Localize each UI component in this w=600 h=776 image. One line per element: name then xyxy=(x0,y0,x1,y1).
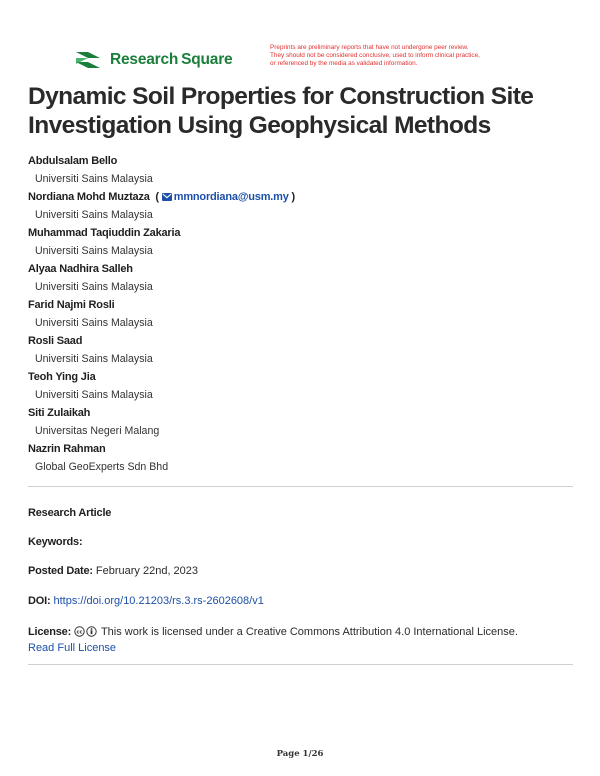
author-affiliation: Universiti Sains Malaysia xyxy=(35,245,153,257)
article-type: Research Article xyxy=(28,507,112,519)
page-number: Page 1/26 xyxy=(276,749,324,759)
author-list xyxy=(28,152,578,476)
logo-text: Research Square xyxy=(110,51,233,68)
author-name: Nordiana Mohd Muztaza xyxy=(28,191,150,203)
author-name: Rosli Saad xyxy=(28,335,83,347)
preprint-disclaimer xyxy=(270,44,560,67)
keywords: Keywords: xyxy=(28,536,83,548)
posted-date: Posted Date: February 22nd, 2023 xyxy=(28,565,199,577)
divider xyxy=(28,664,573,665)
svg-text:cc: cc xyxy=(76,629,83,636)
author-affiliation: Universiti Sains Malaysia xyxy=(35,317,153,329)
author-entry xyxy=(28,296,578,332)
author-affiliation: Universiti Sains Malaysia xyxy=(35,209,153,221)
author-name: Muhammad Taqiuddin Zakaria xyxy=(28,227,181,239)
author-entry xyxy=(28,260,578,296)
author-name-with-email xyxy=(28,188,578,206)
author-affiliation: Universiti Sains Malaysia xyxy=(35,173,153,185)
posted-date-value: February 22nd, 2023 xyxy=(95,565,199,577)
author-entry xyxy=(28,440,578,476)
email-open-paren: ( xyxy=(152,191,159,203)
read-full-license-link[interactable]: Read Full License xyxy=(28,642,117,654)
doi: DOI: https://doi.org/10.21203/rs.3.rs-2602608/v1 xyxy=(28,595,264,607)
license: License: cc This work is licensed under a Creative Commons Attribution 4.0 International License. Read Full License xyxy=(28,626,518,654)
author-entry xyxy=(28,188,578,224)
author-name: Siti Zulaikah xyxy=(28,407,91,419)
author-name: Nazrin Rahman xyxy=(28,443,106,455)
author-entry xyxy=(28,332,578,368)
mail-icon xyxy=(162,193,172,201)
cc-license-icon xyxy=(74,626,98,637)
research-square-logo[interactable] xyxy=(74,48,232,72)
author-entry xyxy=(28,368,578,404)
disclaimer-line: Preprints are preliminary reports that have not undergone peer review. xyxy=(270,44,469,51)
license-text: This work is licensed under a Creative Commons Attribution 4.0 International License. xyxy=(100,626,518,638)
email-close-paren: ) xyxy=(291,191,295,203)
author-name: Alyaa Nadhira Salleh xyxy=(28,263,133,275)
author-entry xyxy=(28,152,578,188)
title-line: Dynamic Soil Properties for Construction Site xyxy=(28,83,534,110)
paper-title xyxy=(28,82,578,140)
header xyxy=(74,44,554,74)
author-name: Teoh Ying Jia xyxy=(28,371,96,383)
author-entry xyxy=(28,404,578,440)
disclaimer-line: They should not be considered conclusive, used to inform clinical practice, xyxy=(270,51,480,59)
author-affiliation: Universiti Sains Malaysia xyxy=(35,281,153,293)
corresponding-email-link[interactable]: mmnordiana@usm.my xyxy=(162,191,292,203)
author-name: Farid Najmi Rosli xyxy=(28,299,115,311)
title-line: Investigation Using Geophysical Methods xyxy=(28,112,491,139)
author-affiliation: Universiti Sains Malaysia xyxy=(35,389,153,401)
divider xyxy=(28,486,573,487)
author-affiliation: Universitas Negeri Malang xyxy=(35,425,160,437)
author-affiliation: Global GeoExperts Sdn Bhd xyxy=(35,461,169,473)
disclaimer-line: or referenced by the media as validated information. xyxy=(270,59,418,67)
author-name: Abdulsalam Bello xyxy=(28,155,118,167)
author-entry xyxy=(28,224,578,260)
doi-link[interactable]: https://doi.org/10.21203/rs.3.rs-2602608/v1 xyxy=(53,595,264,607)
author-affiliation: Universiti Sains Malaysia xyxy=(35,353,153,365)
research-square-logo-icon xyxy=(74,48,102,72)
